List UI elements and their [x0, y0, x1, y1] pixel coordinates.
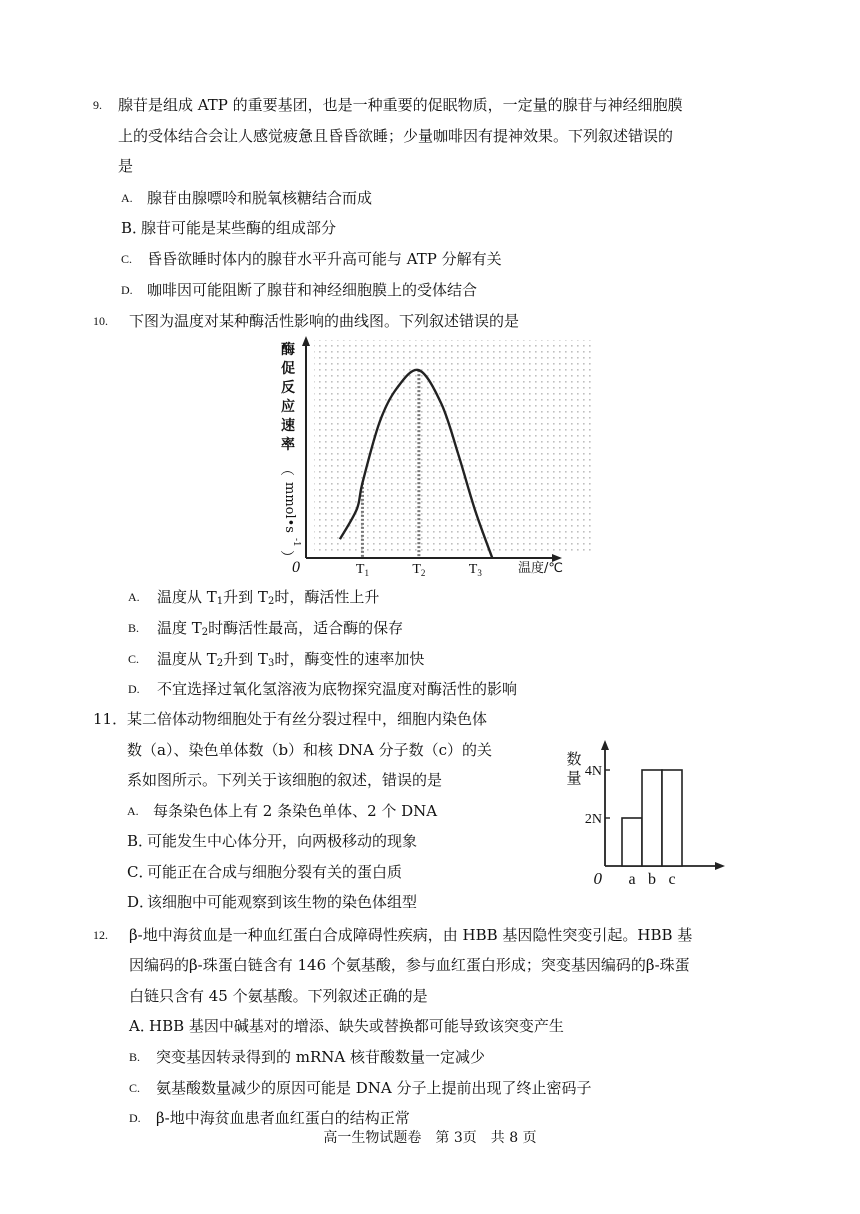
- q9-option-d-text: 咖啡因可能阻断了腺苷和神经细胞膜上的受体结合: [147, 281, 478, 299]
- q9-option-a-text: 腺苷由腺嘌呤和脱氧核糖结合而成: [147, 189, 373, 207]
- y-label-char: 反: [281, 380, 295, 396]
- x-tick-labels: [356, 562, 482, 578]
- q10-option-d-label: D.: [128, 682, 140, 696]
- bar-category-c: c: [668, 871, 676, 888]
- q11-option-c-label: C．: [127, 863, 154, 881]
- q10-c-sub: 3: [267, 658, 275, 669]
- chart-dot-texture: [314, 340, 592, 552]
- bar-category-a: a: [628, 871, 636, 888]
- q10-stem: 下图为温度对某种酶活性影响的曲线图。下列叙述错误的是: [129, 312, 520, 330]
- q12-option-b-text: 突变基因转录得到的 mRNA 核苷酸数量一定减少: [156, 1048, 486, 1066]
- chromosome-count-bar-chart: [560, 738, 730, 890]
- q10-a-sub: 1: [216, 596, 224, 607]
- bar-category-labels: [628, 871, 675, 888]
- q11-option-b-text: 可能发生中心体分开，向两极移动的现象: [147, 832, 418, 850]
- q10-number: 10.: [93, 314, 108, 328]
- bar-tick-label: 2N: [584, 812, 602, 827]
- q10-c-part: 时，酶变性的速率加快: [274, 650, 425, 668]
- bar-y-axis-arrow: [601, 740, 609, 750]
- q10-a-part: 升到 T: [223, 588, 268, 606]
- y-axis-label: [278, 341, 301, 564]
- q10-option-c-label: C.: [128, 652, 140, 666]
- bar-y-label-char: 数: [566, 750, 582, 768]
- y-label-unit: mmol•s: [282, 482, 297, 533]
- q9-stem-line-2: 上的受体结合会让人感觉疲惫且昏昏欲睡；少量咖啡因有提神效果。下列叙述错误的: [118, 127, 674, 145]
- bar-b: [642, 770, 662, 866]
- bar-origin-label: 0: [593, 869, 602, 888]
- x-tick-label-t1: $T_1$: [355, 562, 369, 578]
- q10-a-sub: 2: [267, 596, 275, 607]
- y-label-exponent: -1: [291, 538, 301, 547]
- q9-option-b-label: B．: [121, 219, 148, 237]
- q11-stem-line-1: 某二倍体动物细胞处于有丝分裂过程中，细胞内染色体: [127, 710, 488, 728]
- q10-option-b-text: [157, 618, 403, 638]
- x-tick-label-t3: $T_3$: [468, 562, 482, 578]
- bar-category-b: b: [648, 871, 656, 888]
- x-axis-label: 温度/℃: [518, 561, 563, 576]
- page-footer: 高一生物试题卷 第 3页 共 8 页: [323, 1130, 537, 1146]
- q9-stem-line-1: 腺苷是组成 ATP 的重要基团，也是一种重要的促眠物质，一定量的腺苷与神经细胞膜: [118, 96, 683, 114]
- q11-option-a-text: 每条染色体上有 2 条染色单体、2 个 DNA: [153, 802, 438, 820]
- q10-c-part: 温度从 T: [157, 650, 217, 668]
- q10-option-d-text: 不宜选择过氧化氢溶液为底物探究温度对酶活性的影响: [157, 680, 518, 698]
- bar-a: [622, 818, 642, 866]
- y-label-paren: （: [278, 462, 294, 476]
- q11-number: 11．: [93, 710, 128, 728]
- q11-stem-line-3: 系如图所示。下列关于该细胞的叙述，错误的是: [127, 771, 443, 789]
- enzyme-activity-chart: [270, 332, 600, 580]
- bar-y-axis-label: [566, 750, 581, 787]
- q10-a-part: 温度从 T: [157, 588, 217, 606]
- q9-option-c-label: C.: [121, 252, 133, 266]
- q11-option-c-text: 可能正在合成与细胞分裂有关的蛋白质: [147, 863, 403, 881]
- q10-c-sub: 2: [216, 658, 224, 669]
- q9-option-d-label: D.: [121, 283, 133, 297]
- q11-option-d-label: D．: [127, 893, 155, 911]
- y-label-char: 率: [281, 437, 295, 453]
- q12-option-d-label: D.: [129, 1111, 141, 1125]
- q10-b-part: 时酶活性最高，适合酶的保存: [208, 619, 404, 637]
- q12-stem-line-1: β-地中海贫血是一种血红蛋白合成障碍性疾病，由 HBB 基因隐性突变引起。HBB 基: [129, 926, 693, 944]
- bar-c: [662, 770, 682, 866]
- dot-texture: [314, 340, 592, 552]
- q9-option-a-label: A.: [121, 191, 133, 205]
- q12-stem-line-2: 因编码的β-珠蛋白链含有 146 个氨基酸，参与血红蛋白形成；突变基因编码的β-珠蛋: [129, 956, 690, 974]
- q12-option-c-text: 氨基酸数量减少的原因可能是 DNA 分子上提前出现了终止密码子: [156, 1079, 592, 1097]
- q11-option-d-text: 该细胞中可能观察到该生物的染色体组型: [147, 893, 418, 911]
- q9-option-b-text: 腺苷可能是某些酶的组成部分: [141, 219, 337, 237]
- q10-option-b-label: B.: [128, 621, 140, 635]
- q12-option-d-text: β-地中海贫血患者血红蛋白的结构正常: [156, 1109, 410, 1127]
- q10-a-part: 时，酶活性上升: [274, 588, 380, 606]
- q9-number: 9.: [93, 98, 102, 112]
- bar-series: [622, 770, 682, 866]
- bar-tick-label: 4N: [584, 764, 602, 779]
- q9-stem-line-3: 是: [118, 157, 134, 175]
- origin-label: 0: [292, 559, 300, 576]
- y-label-char: 速: [281, 418, 295, 434]
- q11-option-a-label: A.: [127, 804, 139, 818]
- q11-option-b-label: B．: [127, 832, 154, 850]
- q9-option-c-text: 昏昏欲睡时体内的腺苷水平升高可能与 ATP 分解有关: [147, 250, 502, 268]
- y-label-char: 应: [281, 399, 295, 415]
- x-tick-label-t2: $T_2$: [412, 562, 426, 578]
- q12-option-c-label: C.: [129, 1081, 141, 1095]
- y-label-char: 促: [281, 361, 295, 377]
- y-label-char: 酶: [281, 342, 295, 358]
- q10-option-a-label: A.: [128, 590, 140, 604]
- q10-b-sub: 2: [201, 627, 209, 638]
- q12-option-a-label: A．: [129, 1017, 155, 1035]
- q12-option-b-label: B.: [129, 1050, 141, 1064]
- q11-stem-line-2: 数（a）、染色单体数（b）和核 DNA 分子数（c）的关: [127, 741, 492, 759]
- y-axis-arrow: [302, 336, 310, 346]
- q12-number: 12.: [93, 928, 108, 942]
- q12-option-a-text: HBB 基因中碱基对的增添、缺失或替换都可能导致该突变产生: [149, 1017, 564, 1035]
- q10-option-a-text: [157, 587, 379, 607]
- q10-option-c-text: [157, 649, 424, 669]
- bar-y-ticks: [585, 764, 610, 827]
- q12-stem-line-3: 白链只含有 45 个氨基酸。下列叙述正确的是: [129, 987, 428, 1005]
- y-label-paren: ）: [278, 550, 294, 564]
- q10-b-part: 温度 T: [157, 619, 202, 637]
- q10-c-part: 升到 T: [223, 650, 268, 668]
- bar-x-axis-arrow: [715, 862, 725, 870]
- bar-y-label-char: 量: [566, 769, 582, 787]
